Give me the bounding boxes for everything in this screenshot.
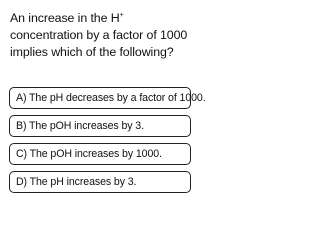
question-text-part2: concentration by a factor of 1000 implies which of the following? [10, 27, 188, 59]
answer-option-b-label: B) The pOH increases by 3. [16, 120, 144, 132]
answer-option-d-label: D) The pH increases by 3. [16, 176, 137, 188]
question-text [10, 10, 192, 60]
question-superscript: + [119, 11, 124, 19]
answer-option-b[interactable] [9, 115, 191, 137]
answer-option-d[interactable] [9, 171, 191, 193]
answer-option-a[interactable] [9, 87, 206, 109]
answer-option-c[interactable] [9, 143, 191, 165]
answer-option-c-label: C) The pOH increases by 1000. [16, 148, 162, 160]
answer-options [9, 87, 206, 199]
question-text-part1: An increase in the H [10, 11, 120, 25]
answer-option-a-label: A) The pH decreases by a factor of 1000. [16, 92, 206, 104]
